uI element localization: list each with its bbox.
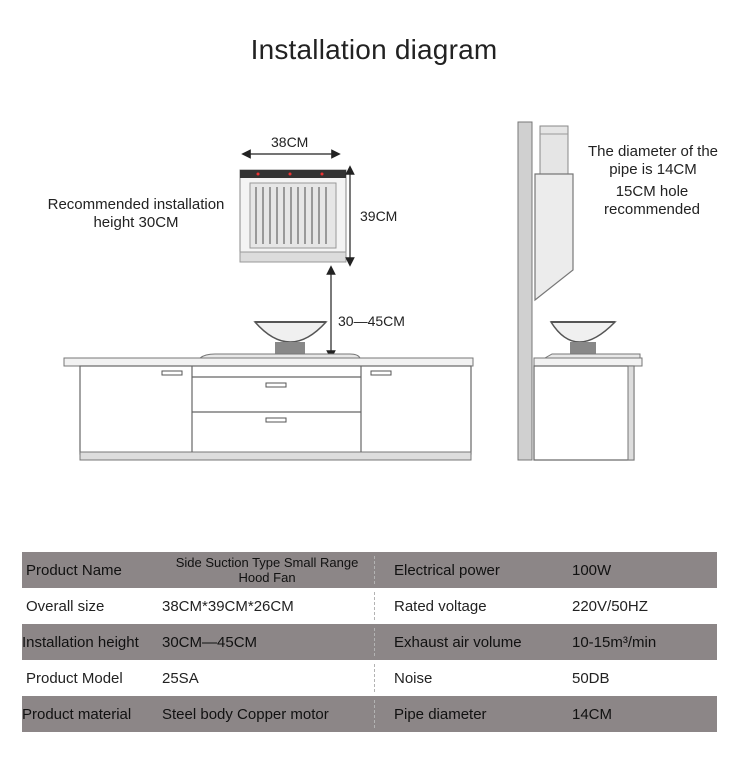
spec-value: Side Suction Type Small Range Hood Fan bbox=[175, 555, 359, 585]
spec-value: Steel body Copper motor bbox=[162, 705, 329, 723]
spec-value: 10-15m³/min bbox=[572, 633, 657, 651]
spec-key: Pipe diameter bbox=[394, 705, 487, 723]
spec-key: Product Name bbox=[26, 561, 122, 579]
pipe-diameter-label: The diameter of the pipe is 14CM bbox=[587, 143, 719, 178]
spec-key: Overall size bbox=[26, 597, 105, 615]
spec-key: Exhaust air volume bbox=[394, 633, 522, 651]
spec-value: 220V/50HZ bbox=[572, 597, 648, 615]
cabinet-front bbox=[64, 354, 473, 460]
spec-key: Product Model bbox=[26, 669, 123, 687]
spec-row bbox=[22, 696, 717, 732]
spec-value: 25SA bbox=[162, 669, 199, 687]
spec-table bbox=[22, 552, 717, 732]
spec-value: 30CM—45CM bbox=[162, 633, 258, 651]
spec-row bbox=[22, 660, 717, 696]
width-dimension-label: 38CM bbox=[271, 134, 309, 150]
spec-row bbox=[22, 624, 717, 660]
spec-value: 14CM bbox=[572, 705, 613, 723]
spec-value: 38CM*39CM*26CM bbox=[162, 597, 294, 615]
spec-value: 100W bbox=[572, 561, 612, 579]
spec-value: 50DB bbox=[572, 669, 610, 687]
spec-key: Installation height bbox=[22, 633, 139, 651]
spec-row bbox=[22, 552, 717, 588]
hole-recommended-label: 15CM hole recommended bbox=[604, 183, 700, 218]
height-dimension-label: 39CM bbox=[360, 208, 398, 224]
spec-key: Noise bbox=[394, 669, 433, 687]
spec-key: Rated voltage bbox=[394, 597, 487, 615]
range-hood-front bbox=[240, 170, 346, 262]
page-title: Installation diagram bbox=[250, 34, 498, 65]
spec-key: Electrical power bbox=[394, 561, 500, 579]
spec-row bbox=[22, 588, 717, 624]
wok-front bbox=[255, 322, 326, 354]
gap-dimension-label: 30—45CM bbox=[338, 313, 405, 329]
recommended-height-label: Recommended installation height 30CM bbox=[47, 196, 225, 231]
spec-key: Product material bbox=[22, 705, 132, 723]
